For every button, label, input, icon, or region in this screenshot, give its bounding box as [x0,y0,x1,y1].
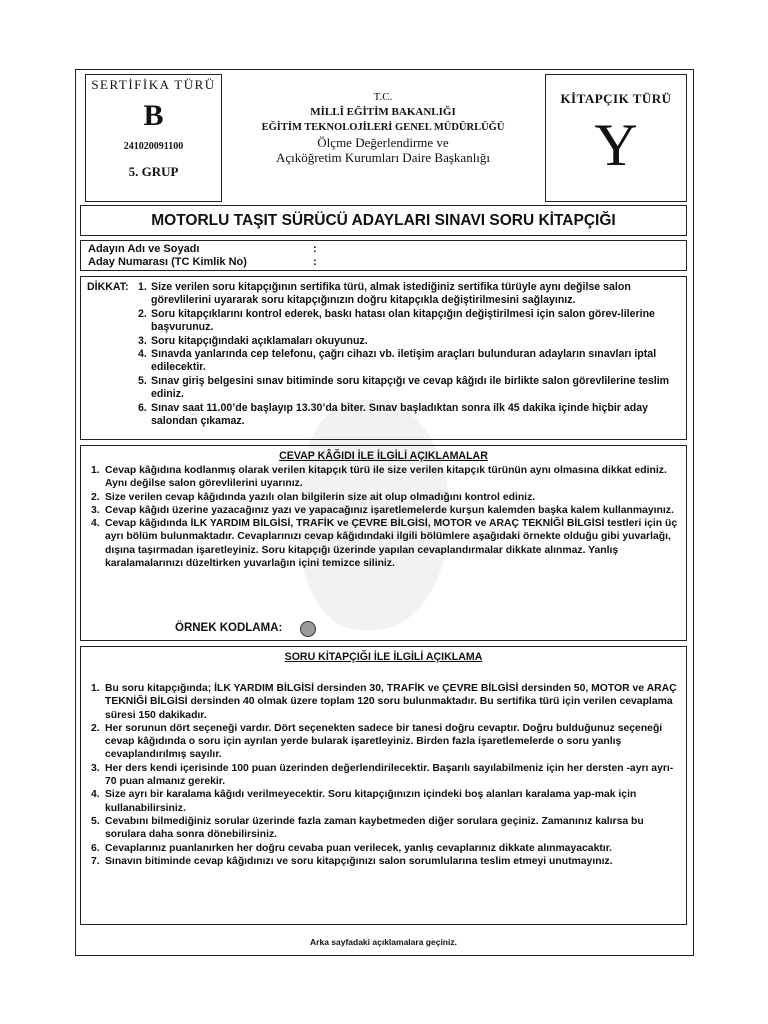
list-item [91,504,682,517]
candidate-info-box [80,240,687,271]
item-text: Size ayrı bir karalama kâğıdı verilmeyecektir. Soru kitapçığınızın içindeki boş alanları karalama yap-mak için kullanabilirsiniz. [105,789,637,814]
answer-sheet-title: CEVAP KÂĞIDI İLE İLGİLİ AÇIKLAMALAR [279,450,488,462]
item-text: Cevap kâğıdına kodlanmış olarak verilen kitapçık türü ile size verilen kitapçık türünün aynı olmasına dikkat ediniz. Aynı değilse salon görevlilerini uyarınız. [105,465,667,490]
question-booklet-list [91,682,682,868]
answer-sheet-list [91,464,682,570]
header-dept-line2: Açıköğretim Kurumları Daire Başkanlığı [275,150,491,165]
list-item [91,762,682,789]
item-number: 4. [138,348,147,361]
list-item [138,308,680,335]
item-text: Cevabını bilmediğiniz sorular üzerinde fazla zaman kaybetmeden diğer sorulara geçiniz. Zamanınız kalırsa bu sorulara daha sonra dönebilirsiniz. [105,815,644,841]
certificate-type-title: SERTİFİKA TÜRÜ [91,77,216,92]
list-item [91,842,682,855]
list-item [138,335,680,348]
item-text: Sınav saat 11.00’de başlayıp 13.30’da biter. Sınav başladıktan sonra ilk 45 dakika içinde hiçbir aday salondan çıkamaz. [151,401,648,428]
item-number: 6. [138,401,147,414]
item-text: Her sorunun dört seçeneği vardır. Dört seçenekten sadece bir tanesi doğru cevaptır. Doğru bulduğunuz seçeneği cevap kâğıdında o soru için ayrılan yerde bularak işaretleyiniz. Birden fazla işaretlemelerde o soru yanlış cevaplandırılmış sayılır. [105,722,663,761]
example-coding-label: ÖRNEK KODLAMA: [175,622,283,634]
booklet-type-letter: Y [594,112,638,178]
question-booklet-section [80,646,687,925]
answer-sheet-section [80,445,687,641]
item-number: 1. [138,281,147,293]
warning-list [138,281,680,428]
list-item [138,348,680,375]
institution-header [228,90,538,165]
item-number: 7. [91,855,100,867]
item-number: 5. [91,815,100,827]
item-text: Her ders kendi içerisinde 100 puan üzerinden değerlendirilecektir. Başarılı sayılabilmeniz için her dersten -ayrı ayrı- 70 puan almanız gerekir. [105,762,674,788]
item-text: Cevaplarınız puanlanırken her doğru cevaba puan verilecek, yanlış cevaplarınız dikkate alınmayacaktır. [105,842,613,854]
candidate-name-colon: : [313,243,317,255]
header-dept-line1: Ölçme Değerlendirme ve [317,135,449,150]
exam-title-box [80,205,687,236]
candidate-number-colon: : [313,256,317,268]
list-item [91,788,682,815]
item-text: Soru kitapçıklarını kontrol ederek, baskı hatası olan kitapçığın değiştirilmesi için salon görev-lilerine başvurunuz. [151,307,655,334]
list-item [91,491,682,504]
list-item [138,402,680,429]
list-item [91,722,682,762]
example-bubble-icon [300,621,316,637]
certificate-group: 5. GRUP [128,164,179,179]
footer-note: Arka sayfadaki açıklamalara geçiniz. [310,937,457,947]
item-number: 2. [91,491,100,503]
certificate-code: 241020091100 [123,141,184,152]
question-booklet-title: SORU KİTAPÇIĞI İLE İLGİLİ AÇIKLAMA [284,651,483,663]
item-text: Size verilen cevap kâğıdında yazılı olan bilgilerin size ait olup olmadığını kontrol ediniz. [105,491,536,503]
item-number: 1. [91,465,100,476]
certificate-type-box [85,74,222,202]
item-number: 3. [91,504,100,516]
item-text: Cevap kâğıdı üzerine yazacağınız yazı ve yapacağınız işaretlemelerde kurşun kalemden başka kalem kullanmayınız. [105,504,674,516]
certificate-type-letter: B [143,99,164,132]
item-text: Sınavda yanlarında cep telefonu, çağrı cihazı vb. iletişim araçları bulunduran adayların sınavları iptal edilecektir. [151,348,657,374]
item-number: 3. [91,762,100,774]
item-number: 2. [138,307,147,320]
item-number: 5. [138,374,147,387]
item-number: 2. [91,722,100,734]
item-text: Bu soru kitapçığında; İLK YARDIM BİLGİSİ dersinden 30, TRAFİK ve ÇEVRE BİLGİSİ dersinden 50, MOTOR ve ARAÇ TEKNİĞİ BİLGİSİ dersinden 40 olmak üzere toplam 120 soru bulunmaktadır. Bu sertifika türü için verilen cevaplama süresi 150 dakikadır. [105,683,677,721]
list-item [91,517,682,570]
warning-box [80,276,687,440]
header-directorate: EĞİTİM TEKNOLOJİLERİ GENEL MÜDÜRLÜĞÜ [261,122,505,133]
list-item [138,281,680,308]
booklet-type-title: KİTAPÇIK TÜRÜ [560,91,672,106]
warning-label: DİKKAT: [87,281,129,293]
list-item [91,855,682,868]
list-item [91,815,682,842]
item-text: Sınav giriş belgesini sınav bitiminde soru kitapçığı ve cevap kâğıdı ile birlikte salon görevlilerine teslim ediniz. [151,374,670,401]
item-text: Size verilen soru kitapçığının sertifika türü, almak istediğiniz sertifika türüyle aynı değilse salon görevlilerini uyararak soru kitapçığınızın doğru kitapçıkla değiştirilmesini sağlayınız. [151,281,631,307]
list-item [91,464,682,491]
item-text: Cevap kâğıdında İLK YARDIM BİLGİSİ, TRAFİK ve ÇEVRE BİLGİSİ, MOTOR ve ARAÇ TEKNİĞİ BİLGİSİ testleri için üç ayrı bölüm bulunmaktadır. Cevaplarınızı cevap kâğıdındaki ilgili bölümlere aşağıdaki örnekte olduğu gibi yuvarlağı, dışına taşırmadan işaretleyiniz. Soru kitapçığı üzerinde yapılan cevaplandırmalar dikkate alınmaz. Yanlış karalamalarınızı düzeltirken yuvarlağın içini temizce siliniz. [105,518,678,570]
item-number: 1. [91,683,100,694]
item-text: Sınavın bitiminde cevap kâğıdınızı ve soru kitapçığınızı salon sorumlularına teslim etmeyi unutmayınız. [105,855,613,867]
booklet-type-box [545,74,687,202]
list-item [91,682,682,722]
header-tc: T.C. [373,91,393,103]
item-number: 4. [91,518,100,530]
item-number: 6. [91,842,100,854]
header-ministry: MİLLÎ EĞİTİM BAKANLIĞI [310,106,456,118]
item-number: 3. [138,334,147,347]
candidate-name-label: Adayın Adı ve Soyadı [88,243,200,255]
list-item [138,375,680,402]
exam-title: MOTORLU TAŞIT SÜRÜCÜ ADAYLARI SINAVI SORU KİTAPÇIĞI [151,212,616,229]
candidate-number-label: Aday Numarası (TC Kimlik No) [88,256,247,268]
item-number: 4. [91,789,100,801]
item-text: Soru kitapçığındaki açıklamaları okuyunuz. [151,334,368,347]
